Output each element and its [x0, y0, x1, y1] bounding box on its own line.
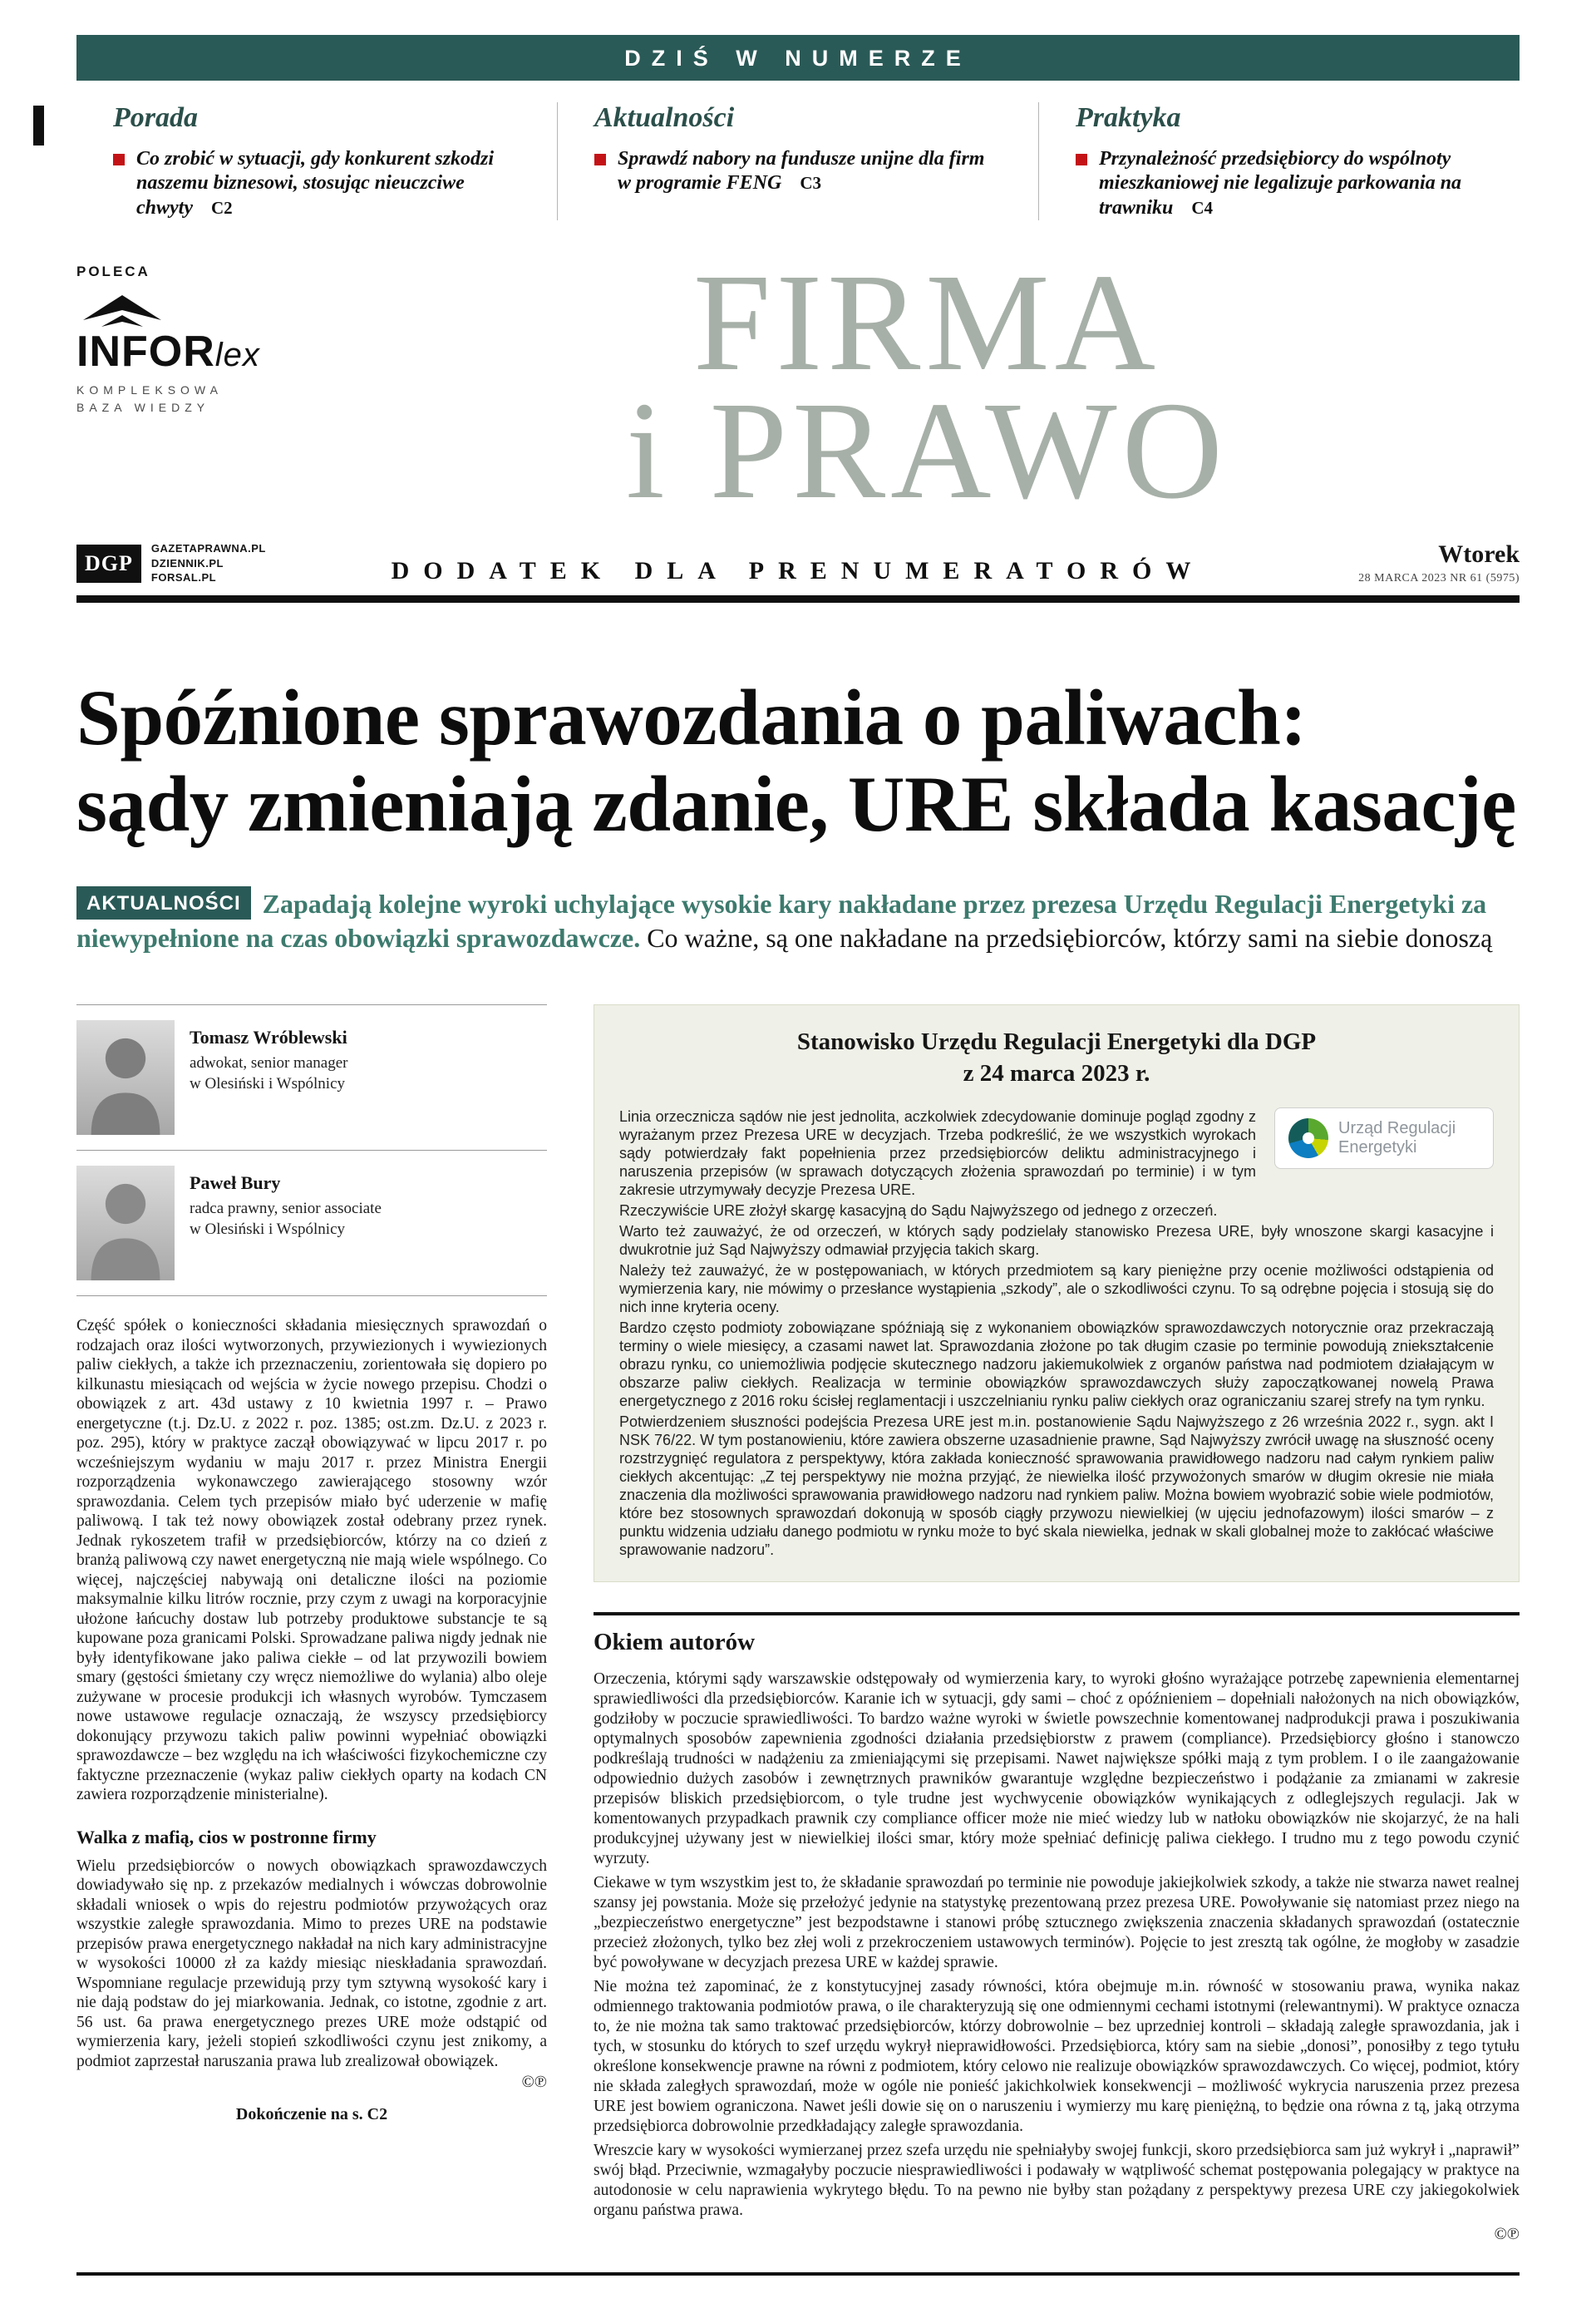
teaser-text	[136, 147, 520, 220]
author-meta	[190, 1166, 382, 1280]
headline-line2: sądy zmieniają zdanie, URE składa kasację	[76, 760, 1516, 849]
statement-body	[619, 1107, 1494, 1559]
page-ref: C2	[210, 197, 233, 218]
author-role: adwokat, senior manager	[190, 1054, 348, 1073]
teaser-item	[1076, 147, 1483, 220]
statement-paragraph: Należy też zauważyć, że w postępowaniach, w których przedmiotem są kary pieniężne przy ocenie możliwości odstąpienia od wymierzenia kary, nie mówimy o przesłance wystąpienia „szkody”, ale o szkodliwości czynu. To są odrębne pojęcia i stosują się do nich inne kryteria oceny.	[619, 1262, 1494, 1316]
author-organization: w Olesiński i Wspólnicy	[190, 1074, 346, 1092]
ure-statement-box	[594, 1004, 1520, 1582]
infor-brand-text: INFOR	[76, 327, 215, 376]
statement-paragraph: Bardzo często podmioty zobowiązane spóźniają się z wykonaniem obowiązków sprawozdawczych notorycznie oraz przekraczają terminy o wiele miesięcy, a czasami nawet lat. Sprawozdania złożone po tak długim czasie po terminie powodują zniekształcenie obrazu rynku, co uniemożliwia podjęcie skutecznego nadzoru jakiemukolwiek z organów państwa nad podmiotem działającym w obszarze paliw ciekłych. Realizacja w terminie obowiązków sprawozdawczych służy zapoczątkowanej nowelą Prawa energetycznego z 2016 roku ścisłej reglamentacji i uszczelnianiu rynku paliw ciekłych oraz ograniczaniu szarej strefy na tym rynku.	[619, 1319, 1494, 1410]
dgp-logo: DGP	[76, 545, 141, 583]
authors-view-paragraph: Wreszcie kary w wysokości wymierzanej przez szefa urzędu nie spełniałyby swojej funkcji, skoro przedsiębiorca sam już wykrył i „naprawił” swój błąd. Przeciwnie, wzmagałyby poczucie niesprawiedliwości i podawały w wątpliwość schemat postępowania polegający w praktyce na autodonosie w celu naprawienia wykrytego błędu. To na pewno nie byłby stan pożądany z perspektywy prezesa URE czy jakiegokolwiek organu państwa prawa.	[594, 2142, 1520, 2220]
copyright-marks: ©℗	[1494, 2225, 1520, 2244]
statement-title	[619, 1027, 1494, 1089]
page-bottom-rule	[76, 2272, 1520, 2276]
statement-paragraph: Potwierdzeniem słuszności podejścia Prezesa URE jest m.in. postanowienie Sądu Najwyższego z 26 września 2022 r., sygn. akt I NSK 76/22. W tym postanowieniu, które zawiera obszerne uzasadnienie prawne, Sąd Najwyższy zwrócił uwagę na słuszność oceny rozstrzygnięć regulatora z perspektywy, która zakłada konieczność sprawowania prawidłowego nadzoru nad całym rynkiem paliw ciekłych akcentując: „Z tej perspektywy nie można przyjąć, że niewielka ilość przywożonych smarów w długim okresie nie miała znaczenia dla możliwości sprawowania prawidłowego nadzoru nad rynkiem paliw. Można bowiem wyobrazić sobie wiele podmiotów, które bez stosownych sprawozdań dokonują w sposób ciągły przywozu niewielkiej (w ujęciu jednofazowym) ilości smarów – z punktu widzenia udziału danego podmiotu w rynku może to być skala niewielka, jednak w skali globalnej może to zakłócać właściwe sprawowanie nadzoru”.	[619, 1413, 1494, 1559]
statement-paragraph: Rzeczywiście URE złożył skargę kasacyjną do Sądu Najwyższego od jednego z orzeczeń.	[619, 1202, 1218, 1220]
article-body	[76, 1316, 547, 2124]
infor-tagline	[76, 382, 334, 417]
copyright-marks: ©℗	[521, 2073, 547, 2092]
article-lede	[76, 886, 1520, 956]
statement-title-line2: z 24 marca 2023 r.	[963, 1059, 1150, 1087]
lede-rest-text: Co ważne, są one nakładane na przedsiębiorców, którzy sami na siebie donoszą	[640, 923, 1493, 954]
paper-title-line2: i PRAWO	[626, 373, 1228, 529]
teaser-text	[1099, 147, 1483, 220]
dgp-site-label: GAZETAPRAWNA.PL	[150, 542, 266, 555]
infor-wordmark	[76, 327, 334, 376]
section-title: Porada	[113, 102, 198, 133]
statement-paragraph: Warto też zauważyć, że od orzeczeń, w których sądy podzielały stanowisko Prezesa URE, były wnoszone skargi kasacyjne i dwukrotnie już Sąd Najwyższy odmawiał przyjęcia takich skarg.	[619, 1223, 1494, 1259]
poleca-label: POLECA	[76, 263, 150, 279]
bullet-square-icon	[594, 154, 606, 165]
lede-bold-text: Zapadają kolejne wyroki uchylające wysokie kary nakładane przez prezesa Urzędu Regulacji Energetyki za niewypełnione na czas obowiązki sprawozdawcze.	[76, 888, 1487, 954]
infor-logo-icon	[76, 290, 168, 328]
infor-promo-block	[76, 255, 334, 515]
authors-view-paragraph: Nie można też zapominać, że z konstytucyjnej zasady równości, która obejmuje m.in. równość w stosowaniu prawa, wynika nakaz odmiennego traktowania podmiotów prawa, o ile charakteryzują się one odmiennymi cechami istotnymi (relewantnymi). W praktyce oznacza to, że nie można tak samo traktować przedsiębiorców, którzy dobrowolnie – bez uprzedniej kontroli – składają zaległe sprawozdania, jak i tych, w stosunku do których to szef urzędu wykrył nieprawidłowości. Przedsiębiorca, który sam na siebie „donosi”, ponosiłby z tego tytułu określone konsekwencje prawne na równi z podmiotem, który celowo nie realizuje obowiązków sprawozdawczych. Co więcej, podmiot, który nie składa zaległych sprawozdań, może w ogóle nie ponieść jakichkolwiek konsekwencji – możliwość wykrycia naruszenia przez prezesa URE jest bowiem ograniczona. Nawet jeśli dowie się on o naruszeniu i wymierzy mu karę pieniężną, to będzie ona równa z tą, jaką otrzyma przedsiębiorca dobrowolnie przedkładający zaległe sprawozdania.	[594, 1978, 1520, 2136]
today-column-aktualnosci	[557, 102, 1038, 220]
authors-block	[76, 1004, 547, 1296]
page-ref: C3	[800, 173, 822, 194]
authors-view-title: Okiem autorów	[594, 1629, 756, 1656]
section-title: Aktualności	[594, 102, 735, 133]
today-in-issue-bar: DZIŚ W NUMERZE	[76, 35, 1520, 81]
paper-title-block	[334, 244, 1520, 529]
author-meta	[190, 1020, 347, 1135]
statement-title-line1: Stanowisko Urzędu Regulacji Energetyki dla DGP	[796, 1028, 1317, 1056]
ure-logo-icon	[1288, 1118, 1328, 1158]
infor-tagline-line1: KOMPLEKSOWA	[76, 382, 223, 397]
paper-subtitle: DODATEK DLA PRENUMERATORÓW	[391, 556, 1205, 584]
paper-title-line1: FIRMA	[692, 244, 1161, 400]
article-headline	[76, 674, 1520, 848]
teaser-item	[594, 147, 1002, 196]
authors-view-paragraph: Ciekawe w tym wszystkim jest to, że składanie sprawozdań po terminie nie powoduje jakiejkolwiek szkody, a także nie stwarza nawet realnej szansy jej powstania. Może się przełożyć jedynie na statystykę prezentowaną przez prezesa URE. Powoływanie się natomiast przez niego na „bezpieczeństwo energetyczne” jest bezpodstawne i stanowi próbę sztucznego zwiększenia znaczenia składanych sprawozdań (ostatecznie przecież złożonych, tylko bez złej woli z przekroczeniem ustawowych terminów). Pojęcie to jest zresztą tak ogólne, że mogłoby w zasadzie być powoływane w decyzjach prezesa URE w każdej sprawie.	[594, 1874, 1520, 1972]
author-card	[76, 1150, 547, 1295]
edition-block	[1262, 540, 1520, 585]
today-column-porada	[76, 102, 557, 220]
statement-paragraph: Linia orzecznicza sądów nie jest jednolita, aczkolwiek zdecydowanie dominuje pogląd zgodny z wyrażanym przez Prezesa URE w decyzjach. Trzeba podkreślić, że we wszystkich wyrokach sądy potwierdzały fakt popełnienia przez przedsiębiorców deliktu administracyjnego i naruszenia przepisów (w sprawach dotyczących złożenia sprawozdań po terminie) i w tym zakresie utrzymywały decyzje Prezesa URE.	[619, 1108, 1256, 1199]
main-content	[76, 1004, 1520, 2244]
dgp-sites-list	[151, 541, 266, 585]
today-column-praktyka	[1038, 102, 1520, 220]
edition-date: 28 MARCA 2023 NR 61 (5975)	[1358, 571, 1520, 584]
ure-logo-text	[1338, 1119, 1456, 1157]
teaser-text-body: Przynależność przedsiębiorcy do wspólnoty mieszkaniowej nie legalizuje parkowania na trawniku	[1099, 148, 1462, 219]
ure-logo-text-line2: Energetyki	[1338, 1138, 1417, 1157]
author-name: Tomasz Wróblewski	[190, 1027, 347, 1048]
dgp-logo-group	[76, 541, 334, 585]
ure-logo	[1274, 1107, 1494, 1169]
author-role: radca prawny, senior associate	[190, 1200, 382, 1218]
continuation-note: Dokończenie na s. C2	[235, 2105, 388, 2124]
masthead	[76, 244, 1520, 529]
authors-view-section	[594, 1612, 1520, 2244]
teaser-text-body: Co zrobić w sytuacji, gdy konkurent szkodzi naszemu biznesowi, stosując nieuczciwe chwyty	[136, 148, 495, 219]
section-title: Praktyka	[1076, 102, 1181, 133]
author-card	[76, 1004, 547, 1150]
headline-line1: Spóźnione sprawozdania o paliwach:	[76, 673, 1307, 762]
today-in-issue-columns	[76, 102, 1520, 220]
masthead-rule	[76, 595, 1520, 603]
teaser-item	[113, 147, 520, 220]
bullet-square-icon	[1076, 154, 1087, 165]
person-silhouette-icon	[76, 1020, 175, 1135]
teaser-text	[618, 147, 1002, 196]
dgp-site-label: FORSAL.PL	[150, 571, 217, 584]
article-right-column	[594, 1004, 1520, 2244]
infor-suffix-text: lex	[214, 336, 260, 373]
infor-tagline-line2: BAZA WIEDZY	[76, 400, 210, 414]
masthead-meta-row	[76, 540, 1520, 585]
dgp-site-label: DZIENNIK.PL	[150, 556, 224, 570]
author-photo	[76, 1166, 175, 1280]
page-ref: C4	[1191, 197, 1214, 218]
edition-day: Wtorek	[1438, 540, 1520, 568]
article-left-column	[76, 1004, 547, 2244]
author-organization: w Olesiński i Wspólnicy	[190, 1220, 346, 1238]
author-name: Paweł Bury	[190, 1172, 281, 1194]
teaser-text-body: Sprawdź nabory na fundusze unijne dla firm w programie FENG	[618, 148, 985, 195]
article-subhead: Walka z mafią, cios w postronne firmy	[76, 1826, 377, 1847]
kicker-badge: AKTUALNOŚCI	[76, 886, 251, 920]
edge-tick-mark	[33, 106, 44, 145]
authors-view-body	[594, 1669, 1520, 2221]
article-paragraph: Część spółek o konieczności składania miesięcznych sprawozdań o rodzajach oraz ilości wytworzonych, przywiezionych i wywiezionych paliw ciekłych, a także ich przeznaczeniu, zorientowała się dopiero po kilkunastu miesiącach od wejścia w życie nowego przepisu. Chodzi o obowiązek z art. 43d ustawy z 10 kwietnia 1997 r. – Prawo energetyczne (t.j. Dz.U. z 2022 r. poz. 1385; ost.zm. Dz.U. z 2023 r. poz. 295), który w praktyce zaczął obowiązywać w lipcu 2017 r. po wcześniejszym wydaniu w maju 2017 r. przez Ministra Energii rozporządzenia wykonawczego zawierającego stosowny wzór sprawozdania. Celem tych przepisów miało być uderzenie w mafię paliwową. I tak też nowy obowiązek został odebrany przez rynek. Jednak rykoszetem trafił w przedsiębiorców, którzy na co dzień z branżą paliwową czy nawet energetyczną nie mają wiele wspólnego. Co więcej, najczęściej nabywają oni detaliczne ilości na poziomie maksymalnie kilku litrów rocznie, przy czym z uwagi na korporacyjnie ułożone łańcuchy dostaw lub potrzeby produktowe substancje te są kupowane poza granicami Polski. Sprowadzane paliwa nigdy jednak nie były identyfikowane jako paliwa ciekłe – od lat przywozili bowiem smary (gęstości śmietany czy wręcz niemożliwe do wylania) albo oleje zużywane w procesie produkcji ich własnych wyrobów. Tymczasem nowe ustawowe regulacje oznaczają, że wszyscy przedsiębiorcy dokonujący przywozu takich paliw powinni wypełniać obowiązki sprawozdawcze – bez względu na ich właściwości fizykochemiczne czy faktyczne przeznaczenie (wykaz paliw ciekłych oparty na kodach CN zawiera rozporządzenie ministerialne).	[76, 1317, 547, 1804]
person-silhouette-icon	[76, 1166, 175, 1280]
ure-logo-text-line1: Urząd Regulacji	[1338, 1119, 1456, 1138]
article-paragraph: Wielu przedsiębiorców o nowych obowiązkach sprawozdawczych dowiadywało się np. z przekazów medialnych i wówczas dobrowolnie składali wniosek o wpis do rejestru podmiotów przywożących oraz wszystkie zaległe sprawozdania. Mimo to prezes URE na podstawie przepisów prawa energetycznego nakładał na nich kary administracyjne w wysokości 10000 zł za każdy miesiąc nieskładania sprawozdań. Wspomniane regulacje przewidują przy tym sztywną wysokość kary i nie dają podstaw do jej miarkowania. Jednak, co istotne, zgodnie z art. 56 ust. 6a prawa energetycznego prezes URE może odstąpić od wymierzenia kary, jeżeli stopień szkodliwości czynu jest znikomy, a podmiot zaprzestał naruszania prawa lub zrealizował obowiązek.	[76, 1857, 547, 2070]
authors-view-paragraph: Orzeczenia, którymi sądy warszawskie odstępowały od wymierzenia kary, to wyroki głośno wyrażające potrzebę zapewnienia elementarnej sprawiedliwości dla przedsiębiorców. Karanie ich w sytuacji, gdy sami – choć z opóźnieniem – dopełniali nałożonych na nich obowiązków, godziłoby w poczucie sprawiedliwości. To bardzo ważne wyroki w świetle powszechnie komentowanej nadprodukcji prawa i poszukiwania optymalnych sposobów zapewnienia zgodności działania przedsiębiorstw z prawem (compliance). Przedsiębiorcy głośno i stanowczo podkreślają trudności w nadążeniu za zmieniającymi się przepisami. Nawet największe spółki mają z tym problem. I o ile zaangażowanie odpowiednio dużych zasobów i zewnętrznych prawników gwarantuje względne bezpieczeństwo i podążanie za zmianami w zakresie przepisów bliskich przedsiębiorcom, o tyle trudne jest wychwycenie obowiązków wynikających z odleglejszych regulacji. Jak w komentowanych przypadkach prawnik czy compliance officer może nie mieć wiedzy lub w natłoku obowiązków nie skojarzyć, że na hali produkcyjnej używany jest w niewielkiej ilości smar, który może spełniać definicję paliwa ciekłego. I trudno mu z tego powodu czynić wyrzuty.	[594, 1670, 1520, 1868]
author-photo	[76, 1020, 175, 1135]
bullet-square-icon	[113, 154, 125, 165]
